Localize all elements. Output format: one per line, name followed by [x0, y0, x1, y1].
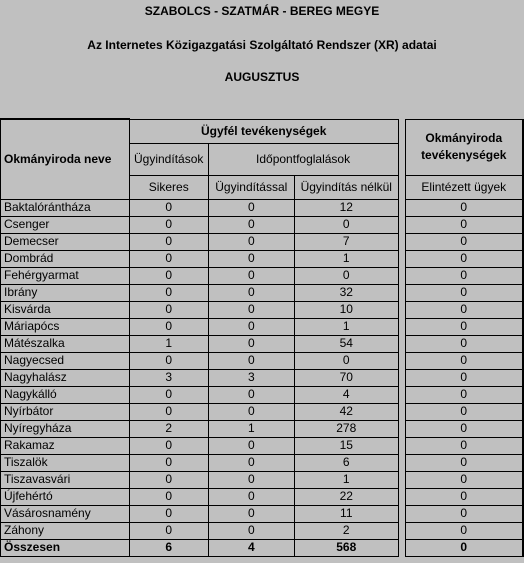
column-gap: [398, 352, 405, 369]
office-name-cell: Baktalórántháza: [1, 199, 130, 216]
data-table: [0, 118, 524, 557]
processed-cell: 0: [405, 505, 523, 522]
office-name-cell: Nyíregyháza: [1, 420, 130, 437]
successful-cell: 0: [129, 233, 208, 250]
successful-cell: 3: [129, 369, 208, 386]
office-name-cell: Csenger: [1, 216, 130, 233]
total-row: [1, 539, 524, 556]
column-gap: [398, 369, 405, 386]
successful-cell: 0: [129, 488, 208, 505]
with-initiation-cell: 0: [208, 437, 294, 454]
column-gap: [398, 250, 405, 267]
column-gap: [398, 335, 405, 352]
office-name-cell: Mátészalka: [1, 335, 130, 352]
without-initiation-cell: 2: [294, 522, 398, 539]
office-name-cell: Fehérgyarmat: [1, 267, 130, 284]
successful-cell: 0: [129, 318, 208, 335]
processed-cell: 0: [405, 233, 523, 250]
without-initiation-cell: 6: [294, 454, 398, 471]
office-name-cell: Demecser: [1, 233, 130, 250]
processed-cell: 0: [405, 199, 523, 216]
successful-cell: 0: [129, 250, 208, 267]
office-name-cell: Dombrád: [1, 250, 130, 267]
successful-cell: 0: [129, 301, 208, 318]
column-gap: [398, 119, 405, 199]
with-initiation-cell: 3: [208, 369, 294, 386]
office-name-cell: Ibrány: [1, 284, 130, 301]
successful-cell: 0: [129, 403, 208, 420]
with-initiation-cell: 0: [208, 505, 294, 522]
column-gap: [398, 318, 405, 335]
with-initiation-cell: 0: [208, 522, 294, 539]
table-row: [1, 335, 524, 352]
office-activities-header: Okmányiroda tevékenységek: [405, 119, 523, 175]
without-initiation-header: Ügyindítás nélkül: [294, 175, 398, 199]
office-name-cell: Rakamaz: [1, 437, 130, 454]
with-initiation-cell: 0: [208, 471, 294, 488]
successful-cell: 0: [129, 386, 208, 403]
processed-cell: 0: [405, 301, 523, 318]
with-initiation-cell: 0: [208, 454, 294, 471]
with-initiation-cell: 0: [208, 318, 294, 335]
without-initiation-cell: 15: [294, 437, 398, 454]
table-row: [1, 420, 524, 437]
successful-cell: 0: [129, 437, 208, 454]
successful-header: Sikeres: [129, 175, 208, 199]
column-gap: [398, 522, 405, 539]
total-without-initiation: 568: [294, 539, 398, 556]
with-initiation-cell: 0: [208, 488, 294, 505]
processed-cell: 0: [405, 335, 523, 352]
table-row: [1, 403, 524, 420]
with-initiation-cell: 0: [208, 284, 294, 301]
table-row: [1, 318, 524, 335]
without-initiation-cell: 7: [294, 233, 398, 250]
office-name-cell: Újfehértó: [1, 488, 130, 505]
with-initiation-cell: 0: [208, 267, 294, 284]
column-gap: [398, 386, 405, 403]
office-name-cell: Máriapócs: [1, 318, 130, 335]
table-row: [1, 267, 524, 284]
with-initiation-header: Ügyindítással: [208, 175, 294, 199]
column-gap: [398, 454, 405, 471]
table-row: [1, 386, 524, 403]
table-row: [1, 454, 524, 471]
without-initiation-cell: 278: [294, 420, 398, 437]
with-initiation-cell: 1: [208, 420, 294, 437]
with-initiation-cell: 0: [208, 199, 294, 216]
with-initiation-cell: 0: [208, 233, 294, 250]
without-initiation-cell: 54: [294, 335, 398, 352]
table-row: [1, 505, 524, 522]
without-initiation-cell: 22: [294, 488, 398, 505]
total-with-initiation: 4: [208, 539, 294, 556]
processed-cell: 0: [405, 369, 523, 386]
table-row: [1, 250, 524, 267]
column-gap: [398, 267, 405, 284]
without-initiation-cell: 10: [294, 301, 398, 318]
month-title: AUGUSZTUS: [224, 70, 300, 84]
column-gap: [398, 488, 405, 505]
without-initiation-cell: 0: [294, 216, 398, 233]
initiations-header: Ügyindítások: [129, 143, 208, 175]
table-row: [1, 437, 524, 454]
table-row: [1, 488, 524, 505]
total-processed: 0: [405, 539, 523, 556]
with-initiation-cell: 0: [208, 250, 294, 267]
office-name-cell: Nagykálló: [1, 386, 130, 403]
table-row: [1, 284, 524, 301]
without-initiation-cell: 11: [294, 505, 398, 522]
processed-cell: 0: [405, 522, 523, 539]
office-name-header: Okmányiroda neve: [1, 119, 130, 199]
appointments-header: Időpontfoglalások: [208, 143, 398, 175]
successful-cell: 0: [129, 352, 208, 369]
table-row: [1, 522, 524, 539]
with-initiation-cell: 0: [208, 335, 294, 352]
processed-cell: 0: [405, 352, 523, 369]
without-initiation-cell: 0: [294, 352, 398, 369]
office-name-cell: Nagyhalász: [1, 369, 130, 386]
without-initiation-cell: 42: [294, 403, 398, 420]
report-subtitle: Az Internetes Közigazgatási Szolgáltató Rendszer (XR) adatai: [87, 38, 437, 52]
table-row: [1, 352, 524, 369]
processed-cell: 0: [405, 386, 523, 403]
column-gap: [398, 471, 405, 488]
office-name-cell: Nagyecsed: [1, 352, 130, 369]
successful-cell: 0: [129, 216, 208, 233]
successful-cell: 0: [129, 505, 208, 522]
office-name-cell: Tiszalök: [1, 454, 130, 471]
successful-cell: 0: [129, 454, 208, 471]
processed-cell: 0: [405, 403, 523, 420]
office-name-cell: Kisvárda: [1, 301, 130, 318]
processed-cell: 0: [405, 216, 523, 233]
with-initiation-cell: 0: [208, 216, 294, 233]
processed-cell: 0: [405, 284, 523, 301]
processed-cell: 0: [405, 267, 523, 284]
office-name-cell: Vásárosnamény: [1, 505, 130, 522]
column-gap: [398, 539, 405, 556]
processed-cell: 0: [405, 420, 523, 437]
successful-cell: 1: [129, 335, 208, 352]
with-initiation-cell: 0: [208, 386, 294, 403]
column-gap: [398, 420, 405, 437]
without-initiation-cell: 1: [294, 471, 398, 488]
client-activities-header: Ügyfél tevékenységek: [129, 119, 398, 143]
successful-cell: 0: [129, 267, 208, 284]
column-gap: [398, 505, 405, 522]
processed-header: Elintézett ügyek: [405, 175, 523, 199]
table-row: [1, 301, 524, 318]
column-gap: [398, 301, 405, 318]
successful-cell: 2: [129, 420, 208, 437]
processed-cell: 0: [405, 471, 523, 488]
successful-cell: 0: [129, 522, 208, 539]
with-initiation-cell: 0: [208, 301, 294, 318]
county-title: SZABOLCS - SZATMÁR - BEREG MEGYE: [144, 4, 380, 18]
with-initiation-cell: 0: [208, 352, 294, 369]
column-gap: [398, 284, 405, 301]
column-gap: [398, 199, 405, 216]
with-initiation-cell: 0: [208, 403, 294, 420]
without-initiation-cell: 4: [294, 386, 398, 403]
successful-cell: 0: [129, 199, 208, 216]
total-successful: 6: [129, 539, 208, 556]
processed-cell: 0: [405, 318, 523, 335]
table-row: [1, 369, 524, 386]
without-initiation-cell: 70: [294, 369, 398, 386]
without-initiation-cell: 1: [294, 318, 398, 335]
processed-cell: 0: [405, 454, 523, 471]
office-name-cell: Tiszavasvári: [1, 471, 130, 488]
without-initiation-cell: 12: [294, 199, 398, 216]
processed-cell: 0: [405, 250, 523, 267]
table-row: [1, 216, 524, 233]
column-gap: [398, 216, 405, 233]
processed-cell: 0: [405, 488, 523, 505]
table-row: [1, 233, 524, 250]
column-gap: [398, 233, 405, 250]
office-name-cell: Nyírbátor: [1, 403, 130, 420]
successful-cell: 0: [129, 284, 208, 301]
table-row: [1, 471, 524, 488]
without-initiation-cell: 32: [294, 284, 398, 301]
without-initiation-cell: 0: [294, 267, 398, 284]
table-row: [1, 199, 524, 216]
office-name-cell: Záhony: [1, 522, 130, 539]
total-label: Összesen: [1, 539, 130, 556]
without-initiation-cell: 1: [294, 250, 398, 267]
processed-cell: 0: [405, 437, 523, 454]
column-gap: [398, 403, 405, 420]
column-gap: [398, 437, 405, 454]
successful-cell: 0: [129, 471, 208, 488]
